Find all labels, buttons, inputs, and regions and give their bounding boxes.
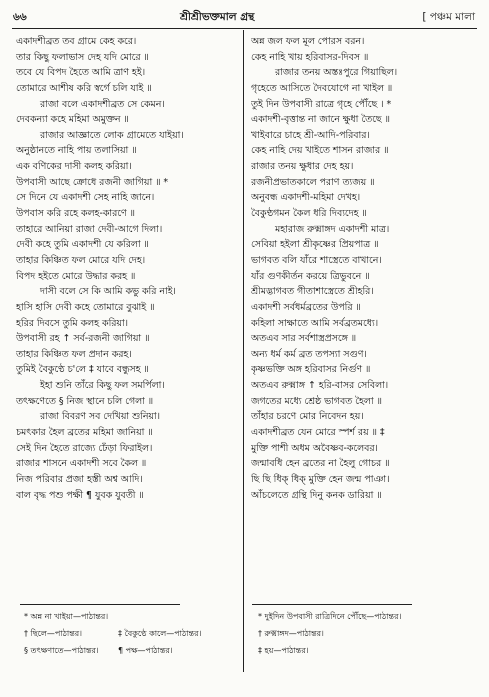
running-title: শ্রীশ্রীভক্তমাল গ্রন্থ: [180, 11, 255, 23]
verse-line: দাসী বলে সে কি আমি কভু করি নাই।: [40, 286, 176, 298]
footnote: ¶ পক্ষ—পাঠান্তর।: [118, 646, 173, 655]
footnote: * অন্ন না খাইয়া—পাঠান্তর।: [24, 612, 109, 621]
verse-line: মহারাজ রুক্মাঙ্গদ একাদশী মাত্র।: [275, 223, 390, 235]
footnotes-left: [24, 608, 212, 659]
verse-line: রাজার তনয় অস্তঃপুরে গিয়াছিল।: [275, 67, 398, 79]
verse-line: রাজার তনয় ক্ষুধার দেহ হয়।: [251, 161, 354, 173]
page-number: ৬৬: [13, 11, 27, 23]
verse-line: অন্য ধর্ম কর্ম ব্রত তপস্যা সগুণ।: [251, 348, 367, 360]
verse-line: রাজা বিবরণ সব দেখিয়া শুনিয়া।: [40, 411, 161, 423]
verse-line: তাহারে আনিয়া রাজা দেবী-আগে দিলা।: [16, 223, 163, 235]
verse-line: একাদশী সর্বধর্মব্রতের উপরি ॥: [251, 301, 361, 313]
verse-line: যাঁর গুণকীর্তন করয়ে ত্রিভুবনে ॥: [251, 270, 370, 282]
verse-line: উপবাস করি রহে কলহ-কারণে ॥: [16, 208, 135, 220]
verse-line: জগতের মধ্যে শ্রেষ্ঠ ভাগবত হৈলা ॥: [251, 395, 382, 407]
verse-line: হরির দিবসে তুমি কলহ করিয়া।: [16, 317, 129, 329]
verse-line: গৃহেতে আসিতে দৈবযোগে না খাইল ॥: [251, 82, 393, 94]
verse-line: অতএব সার সর্বশাস্ত্রপ্রসঙ্গে ॥: [251, 333, 357, 345]
verse-line: সেই দিন হৈতে রাজ্যে ঢেঁড়া ফিরাইল।: [16, 442, 153, 454]
verse-line: একাদশী-বৃত্তান্ত না জানে ক্ষুধা তৈছে ॥: [251, 114, 390, 126]
verse-line: কেহ নাহি খায় হরিবাসর-দিবস ॥: [251, 51, 369, 63]
footnote: § তৎক্ষণাতে—পাঠান্তর।: [24, 646, 99, 655]
footnote-row: [24, 642, 212, 659]
verse-line: তাঁহার চরণে মোর নিবেদন হয়।: [251, 411, 364, 423]
footnote-row: [24, 608, 212, 625]
verse-line: রজনীপ্রভাতকালে পরাণ ত্যজয় ॥: [251, 176, 375, 188]
verse-line: শ্রীমদ্ভাগবত গীতাশাস্ত্রেতে শ্রীহরি।: [251, 286, 374, 298]
verse-line: মুক্তি পাশী অধম অবৈষ্ণব-কলেবর।: [251, 442, 378, 454]
verse-line: অন্ন জল ফল মূল পোরস বরন।: [251, 36, 365, 47]
verse-line: সে দিনে যে একাদশী সেহ নাহি জানে।: [16, 192, 155, 204]
verse-line: নিজ পরিবার প্রজা হস্তী অশ্ব আদি।: [16, 473, 143, 485]
verse-line: তাহার কিঞ্চিত ফল প্রদান করহ।: [16, 348, 132, 360]
footnote: † ছিলে—পাঠান্তর।: [24, 629, 82, 638]
verse-line: তুমিই বৈকুণ্ঠে চ'লে ‡ যাবে বন্ধুসহ ॥: [16, 364, 149, 376]
verse-line: তবে যে বিপদ হৈতে আমি ত্রাণ হই।: [16, 67, 146, 79]
verse-line: অনুষ্ঠানতে নাহি পায় তলাসিয়া ॥: [16, 145, 137, 157]
header-rule: [12, 28, 477, 29]
verse-line: রাজা বলে একাদশীব্রত সে কেমন।: [40, 98, 165, 110]
footnote: ‡ বৈকুণ্ঠে কালে—পাঠান্তর।: [118, 629, 202, 638]
footnote-rule-left: [20, 604, 180, 605]
verse-line: একাদশীব্রত যেন মোরে স্পর্শ রয় ॥ ‡: [251, 427, 385, 439]
footnote: † রুক্মাঙ্গদ—পাঠান্তর।: [258, 629, 324, 638]
verse-line: বৈকুণ্ঠগমন কৈল ধরি দিব্যদেহ ॥: [251, 208, 367, 220]
verse-line: দেবকন্যা কহে মহিমা অমুক্তন ॥: [16, 114, 129, 126]
verse-line: তোমারে আশীষ করি স্বর্গে চলি যাই ॥: [16, 82, 152, 94]
verse-line: তুই দিন উপবাসী রাত্রে গৃহে পৌঁছে । *: [251, 98, 392, 110]
section-label: [ পঞ্চম মালা: [422, 11, 475, 23]
verse-line: রাজার আজ্ঞাতে লোক গ্রামেতে যাইয়া।: [40, 129, 184, 141]
verse-line: তৎক্ষণেতে § নিজ স্থানে চলি গেলা ॥: [16, 395, 154, 407]
right-verse-column: [251, 34, 477, 503]
verse-line: ইহা শুনি তাঁরে কিছু ফল সমর্পিলা।: [40, 380, 165, 392]
verse-line: এক বণিকের দাসী কলহ করিয়া।: [16, 161, 132, 173]
verse-line: একাদশীব্রত তব গ্রামে কেহ করে।: [16, 36, 137, 47]
verse-line: চমৎকার হৈল ব্রতের মহিমা জানিয়া ॥: [16, 427, 153, 439]
verse-line: বাল বৃদ্ধ পশু পক্ষী ¶ যুবক যুবতী ॥: [16, 489, 144, 501]
verse-line: আঁচলেতে গ্রন্থি দিনু কনক ডারিয়া ॥: [251, 489, 382, 501]
footnote: * দুইদিন উপবাসী রাত্রিদিনে পৌঁছে—পাঠান্তর।: [258, 612, 402, 621]
verse-line: ভাগবত বলি যাঁরে শাস্ত্রেতে বাখানে।: [251, 254, 382, 266]
verse-line: অনুবন্ধ একাদশী-মহিমা দেখহ।: [251, 192, 361, 204]
verse-line: কেহ নাহি দেয় খাইতে শাসন রাজার ॥: [251, 145, 389, 157]
verse-line: উপবাসী আছে ক্রোধে রজনী জাগিয়া ॥ *: [16, 176, 169, 188]
footnote-row: [24, 625, 212, 642]
verse-line: খাইবারে চাহে শ্রী-আদি-পরিবার।: [251, 129, 370, 141]
verse-line: দেবী কহে তুমি একাদশী যে করিলা ॥: [16, 239, 149, 251]
footnotes-right: [258, 608, 401, 659]
column-divider: [243, 30, 244, 672]
verse-line: ছি ছি ধিক্ ধিক্ মুক্তি হেন জন্ম পাঞা।: [251, 473, 390, 485]
verse-line: রাজার শাসনে একাদশী সবে কৈল ॥: [16, 458, 147, 470]
footnote-rule-right: [252, 604, 412, 605]
verse-line: সেবিয়া হইলা শ্রীকৃষ্ণের প্রিয়পাত্র ॥: [251, 239, 379, 251]
verse-line: উপবাসী রহ ↑ সর্ব-রজনী জাগিয়া ॥: [16, 333, 150, 345]
verse-line: বিপদ হইতে মোরে উদ্ধার করহ ॥: [16, 270, 136, 282]
verse-line: অতএব রুক্মাঙ্গ ↑ হরি-বাসর সেবিলা।: [251, 380, 389, 392]
footnote: ‡ হয়—পাঠান্তর।: [258, 646, 309, 655]
verse-line: হাসি হাসি দেবী কহে তোমারে বুঝাই ॥: [16, 301, 155, 313]
left-verse-column: [16, 34, 242, 503]
verse-line: তাহার কিঞ্চিত ফল মোরে যদি দেহ।: [16, 254, 146, 266]
verse-line: তার কিছু ফলাভাস দেহ যদি মোরে ॥: [16, 51, 149, 63]
verse-line: কহিলা সাক্ষাতে আমি সর্বব্রতমধ্যে।: [251, 317, 379, 329]
verse-line: কৃষ্ণভক্তি অঙ্গ হরিবাসর নির্গুণ ॥: [251, 364, 371, 376]
verse-line: জন্মাবধি হেন ব্রতের না হৈলু গোচর ॥: [251, 458, 390, 470]
